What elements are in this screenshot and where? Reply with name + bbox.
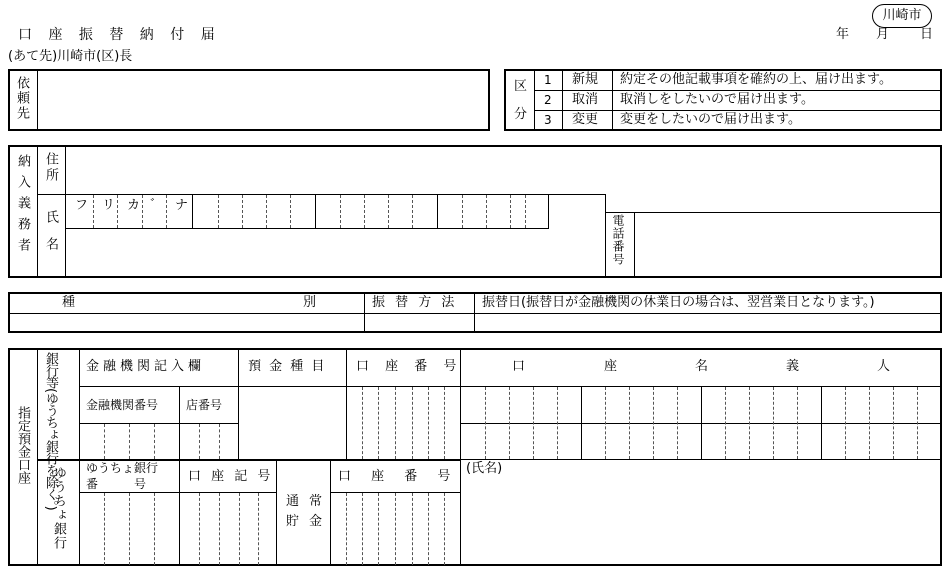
holder-cell-divider: [509, 387, 510, 459]
account-number-field[interactable]: [347, 387, 459, 459]
deposit-type-label: 預 金 種 目: [248, 359, 327, 374]
bank-fill-label: 金融機関記入欄: [86, 359, 206, 374]
transfer-date-field[interactable]: [475, 314, 940, 332]
furigana-char-2: リ: [102, 198, 116, 213]
transfer-type-label-a: 種: [62, 295, 76, 310]
name-field[interactable]: [66, 229, 604, 276]
holder-cell-divider: [725, 387, 726, 459]
furigana-char-4: ゛: [150, 198, 164, 213]
holder-cell-divider: [605, 387, 606, 459]
holder-kana-grid[interactable]: [461, 387, 941, 459]
holder-cell-divider: [677, 387, 678, 459]
symbol-field[interactable]: [180, 493, 276, 565]
requester-label: 依頼先: [14, 76, 29, 121]
date-year: 年: [836, 27, 850, 42]
furigana-char-1: フ: [75, 198, 89, 213]
holder-cell-divider: [797, 387, 798, 459]
holder-cell-divider: [557, 387, 558, 459]
normal-savings-label-a: 通常: [286, 494, 333, 509]
transfer-method-field[interactable]: [365, 314, 473, 332]
holder-cell-divider: [845, 387, 846, 459]
requester-field[interactable]: [38, 71, 488, 129]
bank-section-label: 銀行等(ゆうちょ銀行を除く。): [43, 352, 58, 510]
category-label-1: 区: [514, 79, 528, 94]
account-label: 指定預金口座: [15, 406, 30, 484]
form-title: 口 座 振 替 納 付 届: [18, 27, 221, 43]
category-num-3: 3: [544, 113, 552, 127]
transfer-type-field[interactable]: [9, 314, 363, 332]
yucho-number-label-a: ゆうちょ銀行: [86, 461, 159, 475]
holder-cell-divider: [629, 387, 630, 459]
transfer-method-label: 振 替 方 法: [372, 295, 458, 310]
holder-cell-divider: [869, 387, 870, 459]
holder-cell-divider: [893, 387, 894, 459]
category-label-2: 分: [514, 107, 528, 122]
holder-name-label: (氏名): [466, 461, 503, 476]
branch-code-label: 店番号: [186, 398, 223, 412]
category-desc-3: 変更をしたいので届け出ます。: [620, 112, 801, 127]
normal-savings-label-b: 貯金: [286, 514, 333, 529]
holder-cell-divider: [917, 387, 918, 459]
category-name-2[interactable]: 取消: [572, 92, 599, 107]
bank-code-field[interactable]: [80, 424, 179, 459]
date-month: 月: [876, 27, 890, 42]
phone-field[interactable]: [635, 213, 940, 276]
address-field[interactable]: [66, 147, 940, 193]
category-desc-1: 約定その他記載事項を確約の上、届け出ます。: [620, 72, 892, 87]
branch-code-field[interactable]: [180, 424, 238, 459]
city-stamp-text: 川崎市: [882, 8, 922, 23]
holder-label-4: 義: [786, 359, 800, 374]
yucho-account-number-label: 口 座 番 号: [338, 469, 459, 484]
furigana-field[interactable]: [66, 195, 548, 228]
holder-cell-divider: [485, 387, 486, 459]
yucho-number-field[interactable]: [80, 493, 179, 565]
holder-cell-divider: [533, 387, 534, 459]
holder-cell-divider: [701, 387, 702, 459]
furigana-char-5: ナ: [175, 198, 189, 213]
address-label: 住所: [43, 152, 58, 184]
holder-label-3: 名: [695, 359, 709, 374]
taxpayer-label: 納入義務者: [15, 154, 30, 259]
holder-cell-divider: [821, 387, 822, 459]
transfer-date-label: 振替日(振替日が金融機関の休業日の場合は、翌営業日となります。): [482, 295, 875, 310]
holder-cell-divider: [773, 387, 774, 459]
bank-code-label: 金融機関番号: [86, 398, 159, 412]
furigana-char-3: カ: [127, 198, 141, 213]
holder-name-field[interactable]: [461, 478, 940, 564]
holder-label-2: 座: [604, 359, 618, 374]
category-desc-2: 取消しをしたいので届け出ます。: [620, 92, 814, 107]
account-number-label: 口 座 番 号: [356, 359, 463, 374]
symbol-label: 口 座 記 号: [188, 469, 274, 484]
city-stamp: [872, 4, 932, 28]
category-name-3[interactable]: 変更: [572, 112, 599, 127]
transfer-type-label-b: 別: [303, 295, 317, 310]
deposit-type-field[interactable]: [239, 387, 345, 458]
holder-cell-divider: [581, 387, 582, 459]
phone-label: 電話番号: [611, 214, 625, 266]
category-num-1: 1: [544, 73, 552, 87]
yucho-account-number-field[interactable]: [331, 493, 460, 565]
yucho-section-label: ゆうちょ銀行: [51, 466, 66, 550]
holder-label-5: 人: [877, 359, 891, 374]
holder-cell-divider: [653, 387, 654, 459]
addressee: (あて先)川崎市(区)長: [8, 49, 133, 64]
category-num-2: 2: [544, 93, 552, 107]
name-label: 氏名: [43, 210, 58, 264]
date-day: 日: [920, 27, 934, 42]
holder-label-1: 口: [512, 359, 526, 374]
category-name-1[interactable]: 新規: [572, 72, 599, 87]
yucho-number-label-b: 番 号: [86, 477, 147, 491]
holder-cell-divider: [749, 387, 750, 459]
